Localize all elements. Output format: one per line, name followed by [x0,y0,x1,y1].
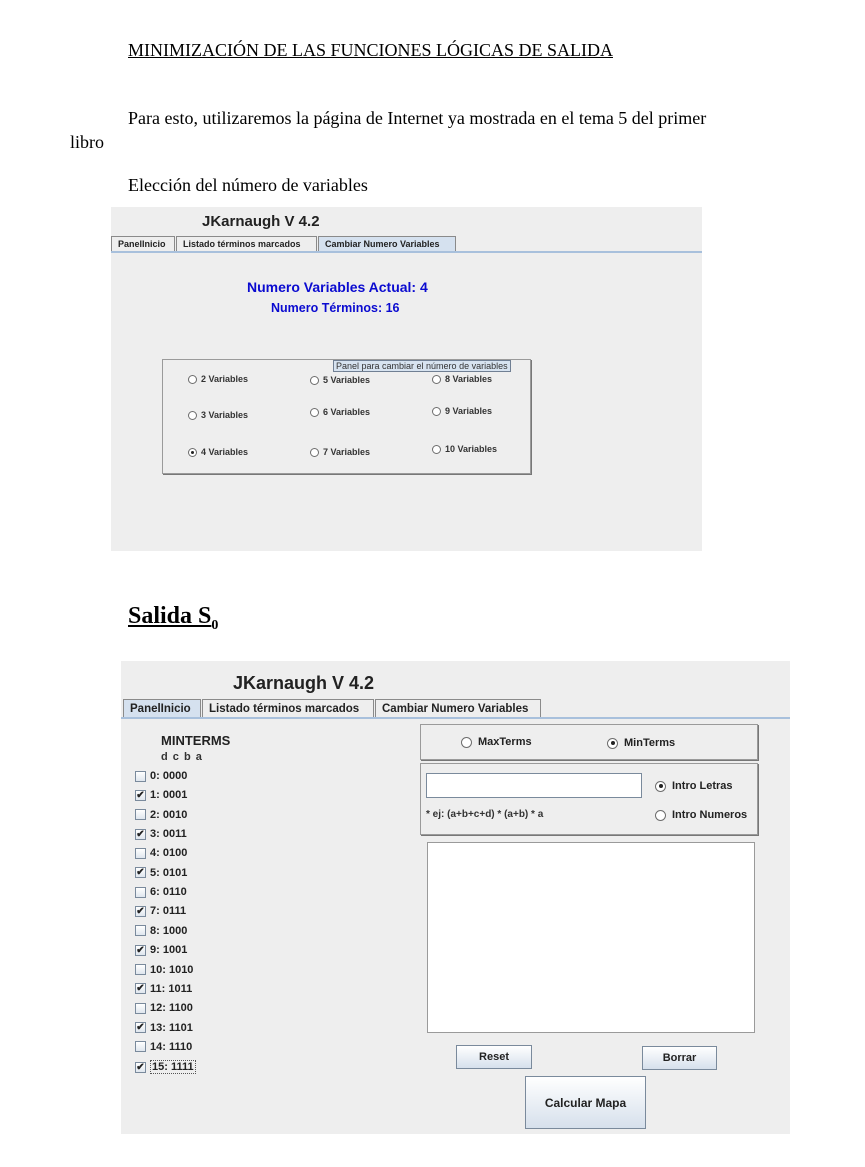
tab-cambiar-numero-variables[interactable]: Cambiar Numero Variables [318,236,456,251]
radio-circle-icon [461,737,472,748]
borrar-button[interactable]: Borrar [642,1046,717,1070]
minterm-label: 3: 0011 [150,828,187,841]
radio-label: MaxTerms [478,736,532,748]
radio-circle-icon [188,411,197,420]
radio-circle-icon [432,375,441,384]
tab-bar [111,236,457,251]
radio-3-variables[interactable] [188,410,248,420]
current-variables-label: Numero Variables Actual: 4 [247,279,428,295]
radio-intro-numeros[interactable] [655,809,747,821]
checkbox-icon[interactable] [135,1003,146,1014]
salida-text: Salida S [128,603,212,629]
radio-selected-icon [607,738,618,749]
radio-10-variables[interactable] [432,444,497,454]
radio-label: 3 Variables [201,410,249,420]
expression-input[interactable] [426,773,642,798]
checkbox-icon[interactable] [135,887,146,898]
minterm-checkbox-row[interactable] [135,770,187,782]
radio-circle-icon [310,448,319,457]
checkbox-checked-icon[interactable]: ✔ [136,905,145,917]
minterm-checkbox-row[interactable] [135,964,193,976]
radio-selected-icon [188,448,197,457]
radio-label: MinTerms [624,737,676,749]
radio-label: 2 Variables [201,374,249,384]
radio-5-variables[interactable] [310,375,370,385]
minterm-label: 1: 0001 [150,789,188,802]
expression-input-box [420,763,758,835]
calcular-mapa-button[interactable]: Calcular Mapa [525,1076,646,1129]
app-title: JKarnaugh V 4.2 [233,673,375,693]
checkbox-checked-icon[interactable]: ✔ [136,1022,145,1034]
minterm-checkbox-row[interactable] [135,847,187,859]
checkbox-checked-icon[interactable]: ✔ [136,828,145,840]
minterm-label: 14: 1110 [150,1040,193,1053]
radio-circle-icon [432,407,441,416]
tab-bar [123,699,542,717]
paragraph-1-continuation: libro [70,132,104,152]
tab-underline [121,717,790,719]
minterm-label: 4: 0100 [150,847,188,860]
radio-8-variables[interactable] [432,374,492,384]
jkarnaugh-variables-window [111,207,702,551]
app-title: JKarnaugh V 4.2 [202,213,320,230]
variables-panel-tooltip: Panel para cambiar el número de variables [333,360,511,372]
minterms-heading: MINTERMS [161,733,231,748]
checkbox-icon[interactable] [135,925,146,936]
minterm-checkbox-row[interactable] [135,1041,192,1053]
minterm-checkbox-row[interactable] [135,828,187,840]
expression-hint: * ej: (a+b+c+d) * (a+b) * a [426,809,544,820]
minterm-checkbox-row[interactable] [135,886,187,898]
radio-label: 8 Variables [445,374,493,384]
variable-columns: d c b a [161,751,203,763]
radio-circle-icon [310,408,319,417]
minterm-label: 12: 1100 [150,1002,193,1015]
minterm-checkbox-row[interactable] [135,789,187,801]
checkbox-icon[interactable] [135,809,146,820]
tab-panel-inicio[interactable]: PanelInicio [123,699,201,717]
radio-2-variables[interactable] [188,374,248,384]
checkbox-checked-icon[interactable]: ✔ [136,944,145,956]
tab-cambiar-numero-variables[interactable]: Cambiar Numero Variables [375,699,541,717]
radio-circle-icon [655,810,666,821]
radio-label: 6 Variables [323,407,371,417]
radio-label: Intro Numeros [672,809,748,821]
minterm-label: 9: 1001 [150,944,188,957]
minterm-label: 10: 1010 [150,963,194,976]
checkbox-icon[interactable] [135,771,146,782]
variables-panel [162,359,531,474]
minterm-checkbox-row[interactable] [135,867,187,879]
radio-label: 4 Variables [201,447,249,457]
document-heading: MINIMIZACIÓN DE LAS FUNCIONES LÓGICAS DE SALIDA [128,40,613,60]
tab-listado-terminos[interactable]: Listado términos marcados [176,236,317,251]
paragraph-1: Para esto, utilizaremos la página de Internet ya mostrada en el tema 5 del primer [128,108,707,128]
radio-selected-icon [655,781,666,792]
minterm-checkbox-row[interactable] [135,1060,196,1074]
tab-listado-terminos[interactable]: Listado términos marcados [202,699,374,717]
salida-heading [128,603,218,634]
tab-panel-inicio[interactable]: PanelInicio [111,236,175,251]
radio-circle-icon [310,376,319,385]
radio-6-variables[interactable] [310,407,370,417]
minterm-label: 2: 0010 [150,808,188,821]
minterm-checkbox-row[interactable] [135,983,192,995]
minterm-label: 0: 0000 [150,770,188,782]
minterm-checkbox-row[interactable] [135,905,186,917]
minterm-checkbox-row[interactable] [135,809,187,821]
checkbox-checked-icon[interactable]: ✔ [136,789,145,801]
minterm-checkbox-row[interactable] [135,1002,193,1014]
minterm-label: 13: 1101 [150,1021,193,1034]
radio-label: 7 Variables [323,447,371,457]
minterm-checkbox-row[interactable] [135,1022,193,1034]
jkarnaugh-main-window [121,661,790,1134]
paragraph-2: Elección del número de variables [128,175,368,195]
minterm-checkbox-row[interactable] [135,944,187,956]
salida-subscript: 0 [211,617,219,633]
radio-label: 5 Variables [323,375,371,385]
term-type-box [420,724,758,760]
tab-underline [111,251,702,253]
minterm-label: 11: 1011 [150,982,193,995]
radio-minterms[interactable] [607,737,675,749]
radio-7-variables[interactable] [310,447,370,457]
radio-intro-letras[interactable] [655,780,733,792]
minterm-checkbox-row[interactable] [135,925,187,937]
radio-9-variables[interactable] [432,406,492,416]
reset-button[interactable]: Reset [456,1045,532,1069]
minterm-label: 7: 0111 [150,905,187,918]
checkbox-icon[interactable] [135,964,146,975]
minterm-label: 5: 0101 [150,866,188,879]
minterm-label: 15: 1111 [152,1061,194,1074]
result-textarea[interactable] [427,842,755,1033]
radio-label: 9 Variables [445,406,493,416]
checkbox-checked-icon[interactable]: ✔ [136,867,145,879]
radio-maxterms[interactable] [461,736,532,748]
minterm-label: 6: 0110 [150,886,187,899]
radio-circle-icon [432,445,441,454]
number-of-terms-label: Numero Términos: 16 [271,301,400,315]
radio-circle-icon [188,375,197,384]
checkbox-checked-icon[interactable]: ✔ [136,983,145,995]
radio-label: 10 Variables [445,444,498,454]
checkbox-icon[interactable] [135,848,146,859]
radio-4-variables[interactable] [188,447,248,457]
minterm-label: 8: 1000 [150,924,188,937]
checkbox-checked-icon[interactable]: ✔ [136,1061,145,1073]
radio-label: Intro Letras [672,780,733,792]
checkbox-icon[interactable] [135,1041,146,1052]
